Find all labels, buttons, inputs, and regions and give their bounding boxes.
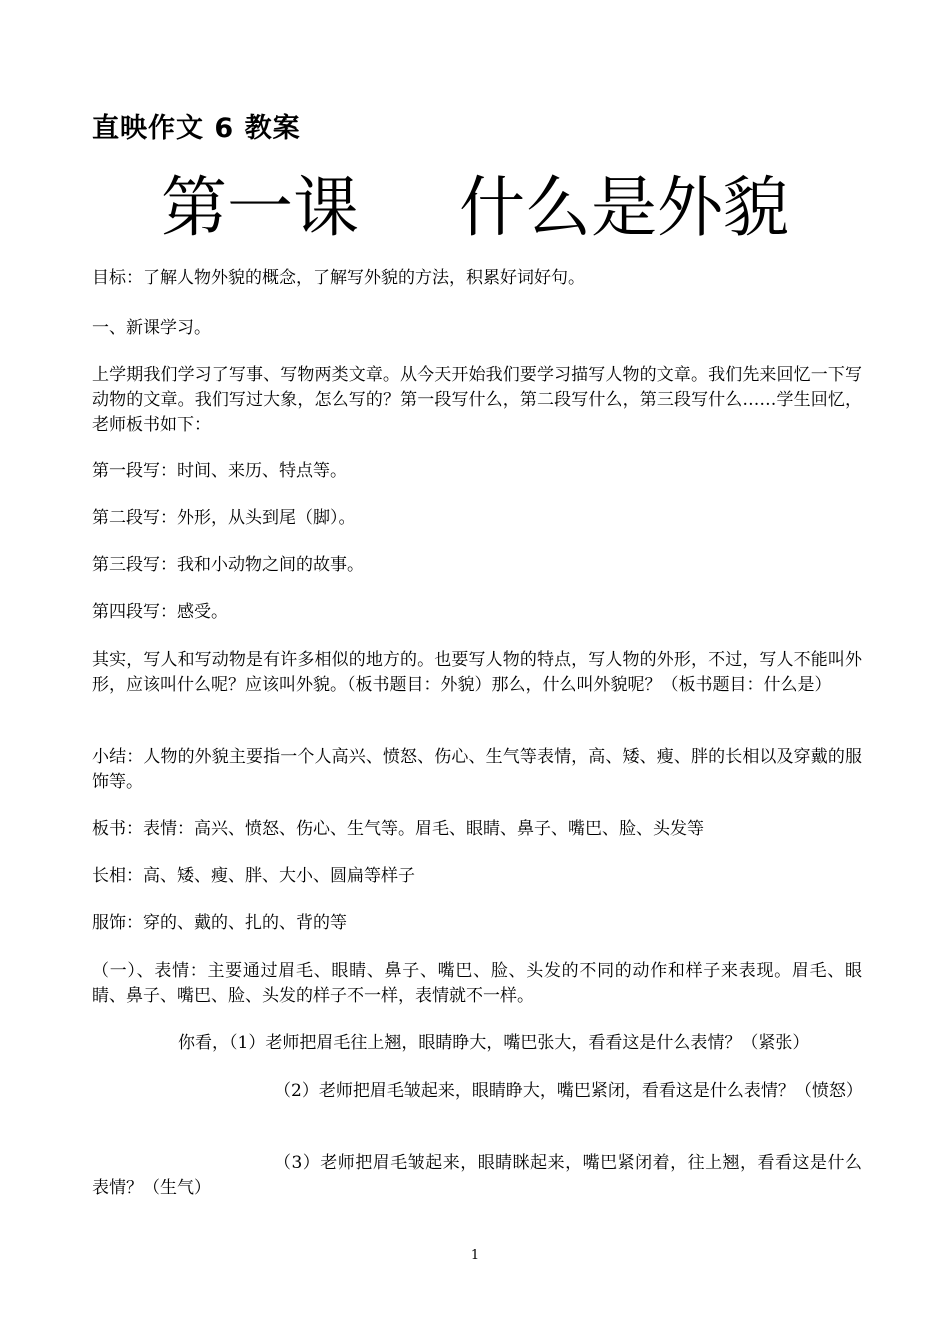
list-item: 第二段写：外形，从头到尾（脚）。 (92, 508, 356, 528)
body-paragraph: 其实，写人和写动物是有许多相似的地方的。也要写人物的特点，写人物的外形，不过，写人不能叫外形，应该叫什么呢？应该叫外貌。（板书题目：外貌）那么，什么叫外貌呢？（板书题目：什么是） (92, 650, 862, 695)
lesson-heading (92, 168, 858, 248)
body-paragraph: 上学期我们学习了写事、写物两类文章。从今天开始我们要学习描写人物的文章。我们先来回忆一下写动物的文章。我们写过大象，怎么写的？第一段写什么，第二段写什么，第三段写什么……学生回忆，老师板书如下： (92, 365, 862, 435)
lesson-title: 什么是外貌 (459, 169, 789, 246)
summary-paragraph: 小结：人物的外貌主要指一个人高兴、愤怒、伤心、生气等表情，高、矮、瘦、胖的长相以及穿戴的服饰等。 (92, 747, 862, 792)
list-item: 第一段写：时间、来历、特点等。 (92, 461, 347, 481)
board-note: 板书：表情：高兴、愤怒、伤心、生气等。眉毛、眼睛、鼻子、嘴巴、脸、头发等 (92, 819, 704, 839)
goal-paragraph: 目标：了解人物外貌的概念，了解写外貌的方法，积累好词好句。 (92, 268, 585, 288)
body-paragraph: （一）、表情：主要通过眉毛、眼睛、鼻子、嘴巴、脸、头发的不同的动作和样子来表现。眉毛、眼睛、鼻子、嘴巴、脸、头发的样子不一样，表情就不一样。 (92, 961, 862, 1006)
list-item: 第三段写：我和小动物之间的故事。 (92, 555, 364, 575)
document-title: 直映作文 6 教案 (92, 113, 301, 144)
example-item: （3）老师把眉毛皱起来，眼睛眯起来，嘴巴紧闭着，往上翘，看看这是什么表情？（生气） (92, 1153, 862, 1198)
list-item: 第四段写：感受。 (92, 602, 228, 622)
page-number: 1 (470, 1248, 480, 1263)
example-item: （2）老师把眉毛皱起来，眼睛睁大，嘴巴紧闭，看看这是什么表情？（愤怒） (274, 1081, 863, 1101)
example-item: 你看，（1）老师把眉毛往上翘，眼睛睁大，嘴巴张大，看看这是什么表情？（紧张） (178, 1033, 810, 1053)
lesson-number: 第一课 (161, 169, 359, 246)
board-note: 服饰：穿的、戴的、扎的、背的等 (92, 913, 347, 933)
section-heading: 一、新课学习。 (92, 318, 211, 338)
board-note: 长相：高、矮、瘦、胖、大小、圆扁等样子 (92, 866, 415, 886)
